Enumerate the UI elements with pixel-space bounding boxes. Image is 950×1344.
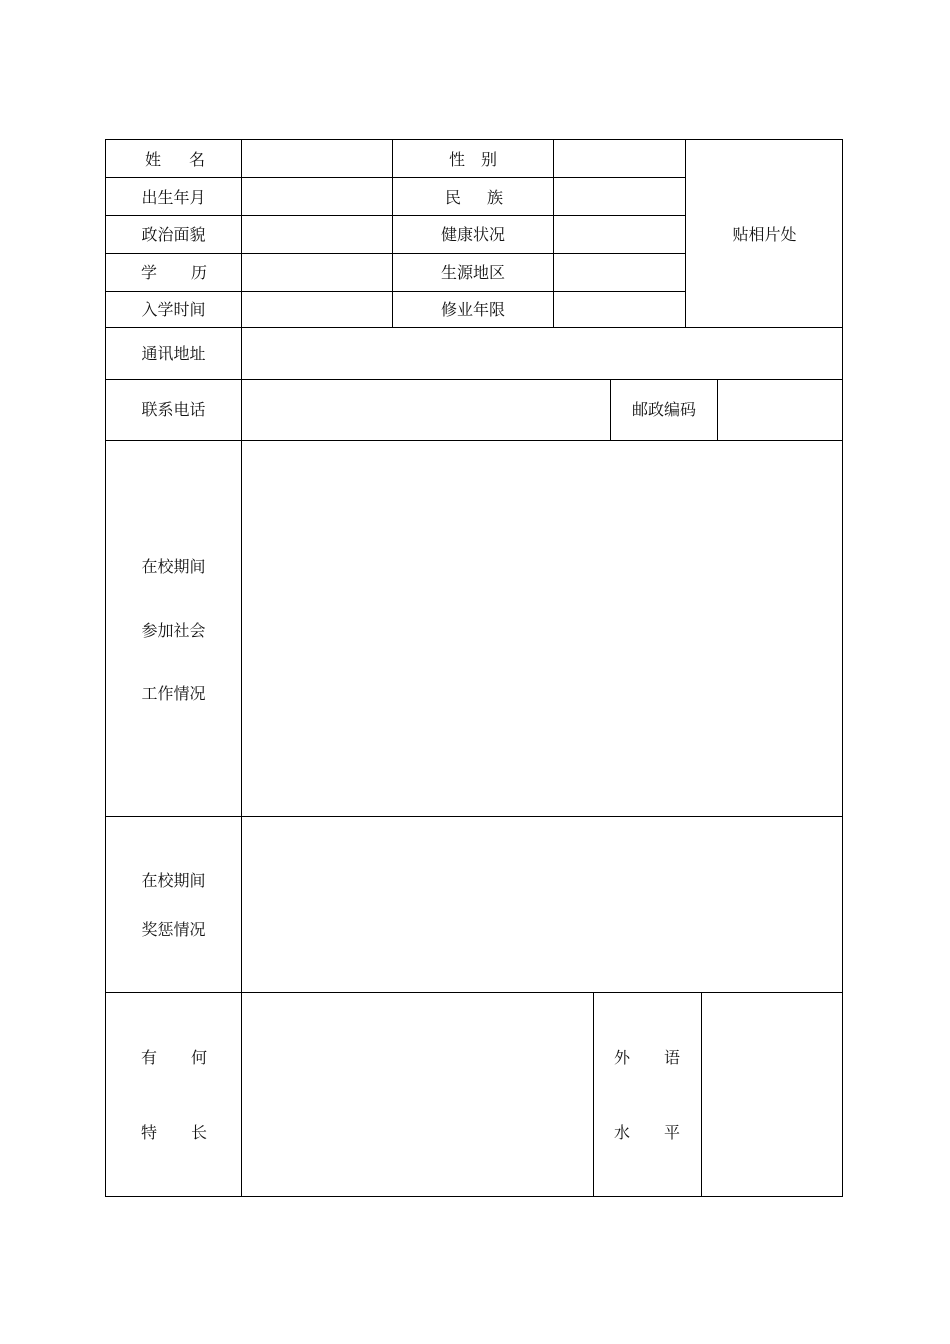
label-line: 参加社会	[141, 620, 206, 640]
language-field[interactable]	[702, 993, 843, 1197]
label-line: 工作情况	[141, 684, 206, 703]
label-social-work	[106, 554, 241, 704]
postcode-field[interactable]	[718, 380, 843, 440]
label-name-char: 姓	[145, 150, 162, 169]
label-political: 政治面貌	[141, 225, 206, 244]
origin-field[interactable]	[554, 254, 685, 291]
label-gender-char: 别	[480, 150, 497, 169]
label-line: 在校期间	[141, 557, 206, 576]
label-char: 语	[663, 1048, 680, 1067]
label-health: 健康状况	[440, 225, 505, 244]
label-char: 何	[190, 1048, 207, 1067]
label-line: 奖惩情况	[141, 920, 206, 939]
ethnicity-field[interactable]	[554, 178, 685, 215]
label-gender	[449, 150, 497, 170]
label-char: 外	[614, 1048, 631, 1067]
health-field[interactable]	[554, 216, 685, 253]
label-enroll: 入学时间	[141, 300, 206, 319]
label-gender-char: 性	[449, 150, 466, 169]
label-language-line1	[614, 1048, 680, 1068]
label-address: 通讯地址	[141, 344, 206, 363]
phone-field[interactable]	[242, 380, 610, 440]
col-divider	[593, 992, 594, 1197]
label-name	[145, 150, 205, 170]
label-phone: 联系电话	[141, 400, 206, 419]
label-char: 平	[663, 1123, 680, 1142]
label-ethnicity	[445, 188, 503, 208]
label-origin: 生源地区	[440, 263, 505, 282]
label-char: 水	[614, 1123, 631, 1142]
social-work-field[interactable]	[242, 441, 843, 816]
name-field[interactable]	[242, 140, 392, 177]
duration-field[interactable]	[554, 292, 685, 327]
birth-field[interactable]	[242, 178, 392, 215]
specialty-field[interactable]	[242, 993, 593, 1197]
address-field[interactable]	[242, 328, 843, 379]
label-education	[141, 263, 207, 283]
label-postcode: 邮政编码	[631, 400, 696, 419]
label-duration: 修业年限	[440, 300, 505, 319]
label-specialty-line1	[141, 1048, 207, 1068]
label-char: 有	[141, 1048, 158, 1067]
label-education-char: 学	[141, 263, 158, 282]
photo-placeholder: 贴相片处	[732, 225, 797, 244]
education-field[interactable]	[242, 254, 392, 291]
label-birth: 出生年月	[141, 188, 206, 207]
label-ethnicity-char: 族	[486, 188, 503, 207]
label-char: 特	[141, 1123, 158, 1142]
label-awards	[106, 868, 241, 940]
label-ethnicity-char: 民	[445, 188, 462, 207]
label-specialty-line2	[141, 1123, 207, 1143]
political-field[interactable]	[242, 216, 392, 253]
label-name-char: 名	[188, 150, 205, 169]
label-line: 在校期间	[141, 871, 206, 890]
awards-field[interactable]	[242, 817, 843, 992]
enroll-field[interactable]	[242, 292, 392, 327]
label-language-line2	[614, 1123, 680, 1143]
label-char: 长	[190, 1123, 207, 1142]
gender-field[interactable]	[554, 140, 685, 177]
label-education-char: 历	[190, 263, 207, 282]
